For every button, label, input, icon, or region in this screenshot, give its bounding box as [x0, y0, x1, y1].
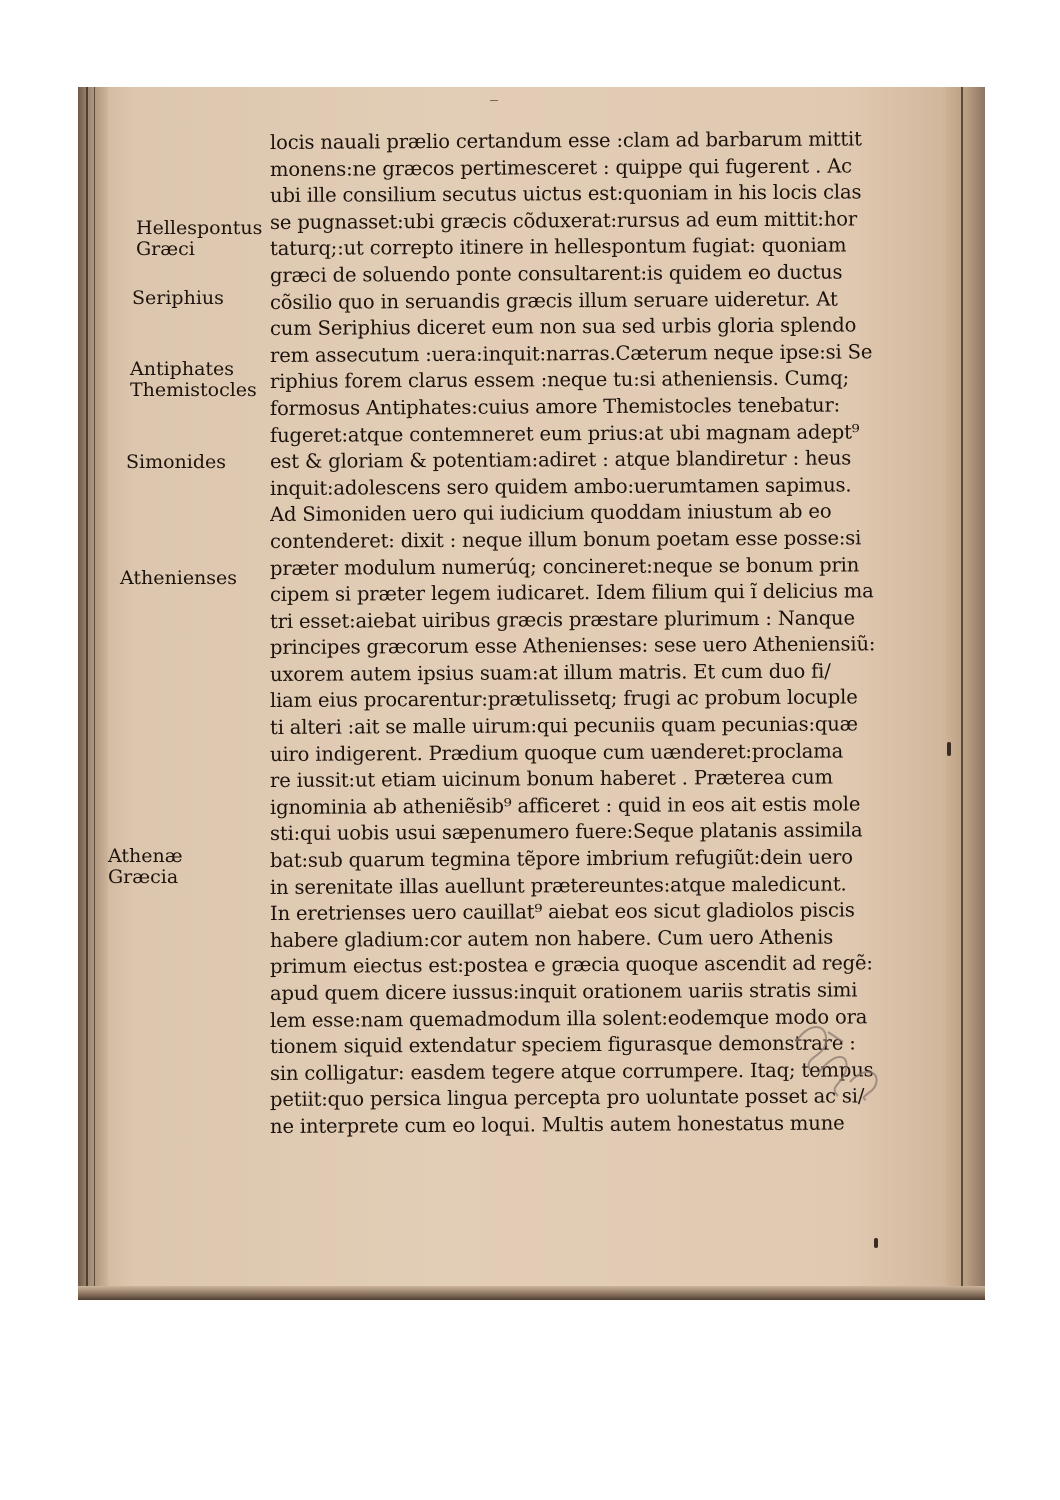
- body-line: locis nauali prælio certandum esse :clam ad barbarum mittit: [269, 127, 862, 154]
- body-line: fugeret:atque contemneret eum prius:at ubi magnam adept⁹: [269, 419, 860, 447]
- body-line: bat:sub quarum tegmina tẽpore imbrium refugiũt:dein uero: [269, 845, 853, 873]
- body-line: principes græcorum esse Athenienses: sese uero Atheniensiũ:: [269, 632, 876, 660]
- margin-note-athenae: [108, 846, 183, 888]
- body-line: uiro indigerent. Prædium quoque cum uænderet:proclama: [269, 739, 844, 766]
- margin-note-line: Hellespontus: [136, 217, 263, 239]
- margin-note-line: Græci: [136, 238, 195, 260]
- body-line: græci de soluendo ponte consultarent:is quidem eo ductus: [269, 260, 843, 287]
- body-line: riphius forem clarus essem :neque tu:si atheniensis. Cumq;: [269, 366, 850, 394]
- page-edge-right: [945, 87, 985, 1300]
- body-line: sin colligatur: easdem tegere atque corrumpere. Itaq; tempus: [269, 1058, 874, 1085]
- body-line: tri esset:aiebat uiribus græcis præstare plurimum : Nanque: [269, 606, 855, 633]
- body-line: in serenitate illas auellunt prætereuntes:atque maledicunt.: [269, 872, 847, 899]
- body-line: lem esse:nam quemadmodum illa solent:eodemque modo ora: [269, 1004, 868, 1032]
- margin-note-line: Themistocles: [130, 379, 257, 401]
- page-edge-bottom: [78, 1286, 985, 1300]
- body-line: cum Seriphius diceret eum non sua sed urbis gloria splendo: [269, 313, 857, 341]
- body-line: primum eiectus est:postea e græcia quoque ascendit ad regẽ:: [269, 951, 873, 979]
- ink-speck: [947, 742, 951, 756]
- body-line: sti:qui uobis usui sæpenumero fuere:Seque platanis assimila: [269, 818, 863, 846]
- body-line: cipem si præter legem iudicaret. Idem filium qui ĩ delicius ma: [269, 579, 874, 607]
- library-stamp-watermark: [788, 1012, 888, 1102]
- body-line: inquit:adolescens sero quidem ambo:uerumtamen sapimus.: [269, 473, 852, 500]
- margin-note-line: Athenienses: [120, 567, 238, 589]
- ink-mark: [490, 100, 498, 101]
- body-line: monens:ne græcos pertimesceret : quippe qui fugerent . Ac: [269, 154, 852, 181]
- body-line: tionem siquid extendatur speciem figurasque demonstrare :: [269, 1031, 856, 1059]
- body-line: taturq;:ut correpto itinere in hellespontum fugiat: quoniam: [269, 233, 847, 261]
- margin-note-seriphius: [132, 288, 224, 309]
- margin-note-line: Antiphates: [130, 358, 235, 380]
- margin-note-simonides: [126, 452, 226, 473]
- body-text: [269, 127, 890, 1141]
- body-line: rem assecutum :uera:inquit:narras.Cæterum neque ipse:si Se: [269, 340, 873, 367]
- margin-note-line: Athenæ: [108, 845, 183, 867]
- body-line: formosus Antiphates:cuius amore Themistocles tenebatur:: [269, 393, 841, 420]
- body-line: ti alteri :ait se malle uirum:qui pecuniis quam pecunias:quæ: [269, 712, 858, 740]
- body-line: ne interprete cum eo loqui. Multis autem honestatus mune: [269, 1111, 845, 1138]
- margin-note-hellespontus: [136, 218, 262, 260]
- book-gutter: [78, 87, 108, 1300]
- body-line: præter modulum numerúq; concineret:neque se bonum prin: [269, 552, 860, 580]
- margin-note-line: Simonides: [126, 451, 227, 473]
- body-line: se pugnasset:ubi græcis cõduxerat:rursus ad eum mittit:hor: [269, 207, 858, 234]
- body-line: liam eius procarentur:prætulissetq; frugi ac probum locuple: [269, 685, 858, 713]
- body-line: Ad Simoniden uero qui iudicium quoddam iniustum ab eo: [269, 499, 832, 527]
- body-line: est & gloriam & potentiam:adiret : atque blandiretur : heus: [269, 446, 852, 474]
- body-line: contenderet: dixit : neque illum bonum poetam esse posse:si: [269, 526, 862, 553]
- body-line: habere gladium:cor autem non habere. Cum uero Athenis: [269, 925, 834, 952]
- body-line: apud quem dicere iussus:inquit orationem uariis stratis simi: [269, 978, 858, 1005]
- body-line: ubi ille consilium secutus uictus est:quoniam in his locis clas: [269, 180, 862, 208]
- margin-note-line: Græcia: [108, 866, 179, 888]
- margin-note-line: Seriphius: [132, 287, 224, 309]
- margin-note-athenienses: [120, 568, 237, 589]
- body-line: In eretrienses uero cauillat⁹ aiebat eos sicut gladiolos piscis: [269, 898, 855, 926]
- body-line: ignominia ab atheniẽsib⁹ afficeret : quid in eos ait estis mole: [269, 792, 861, 819]
- ink-speck: [874, 1238, 878, 1248]
- body-line: re iussit:ut etiam uicinum bonum haberet . Præterea cum: [269, 765, 833, 793]
- margin-note-antiphates: [130, 359, 257, 401]
- body-line: petiit:quo persica lingua percepta pro uoluntate posset ac si/: [269, 1084, 865, 1112]
- scanned-page: [78, 87, 985, 1300]
- body-line: uxorem autem ipsius suam:at illum matris. Et cum duo fi/: [269, 659, 831, 686]
- body-line: cõsilio quo in seruandis græcis illum seruare uideretur. At: [269, 287, 838, 314]
